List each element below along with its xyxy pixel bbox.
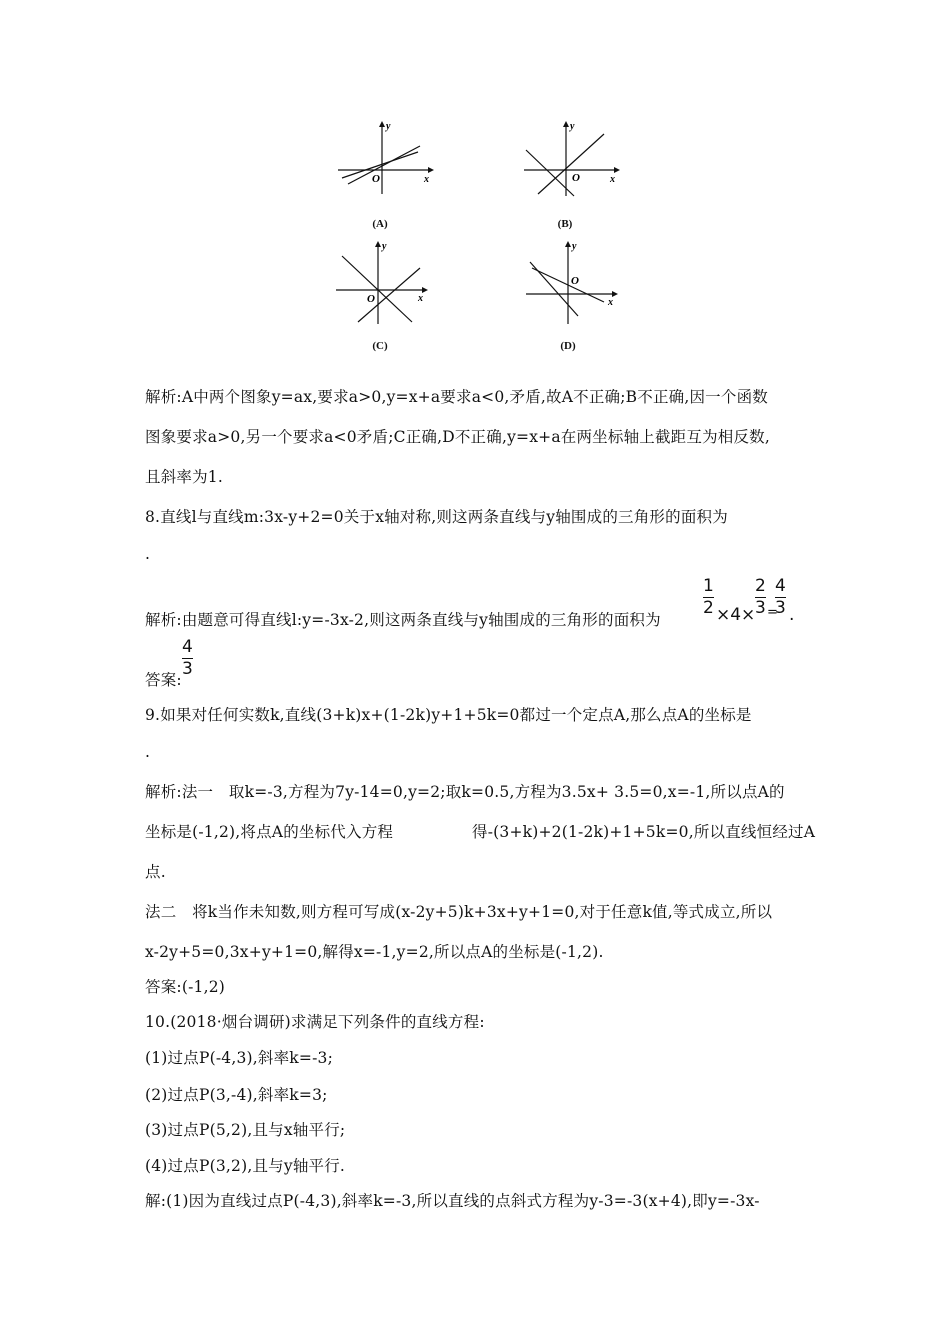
q9-analysis-line-2b: 得-(3+k)+2(1-2k)+1+5k=0,所以直线恒经过A [472, 823, 816, 841]
x-axis-label: x [418, 293, 423, 304]
y-axis-label: y [382, 241, 387, 252]
fraction-numerator: 4 [775, 576, 786, 596]
graph-d [520, 238, 630, 328]
q10-item-3: (3)过点P(5,2),且与x轴平行; [145, 1121, 346, 1139]
graph-d-caption: (D) [560, 340, 576, 352]
q8-answer-label: 答案: [145, 671, 182, 689]
graph-c-plot [330, 238, 440, 328]
q9-analysis-line-2a: 坐标是(-1,2),将点A的坐标代入方程 [145, 823, 394, 841]
y-axis-label: y [570, 121, 575, 132]
fraction-denominator: 3 [182, 659, 193, 679]
graph-a-caption: (A) [372, 218, 388, 230]
graph-a-plot [330, 118, 440, 198]
fraction-four-thirds [775, 577, 786, 618]
fraction-two-thirds [755, 577, 766, 618]
fraction-numerator: 2 [755, 576, 766, 596]
q10-item-1: (1)过点P(-4,3),斜率k=-3; [145, 1049, 333, 1067]
times-four-times: ×4× [716, 605, 756, 625]
q10-item-2: (2)过点P(3,-4),斜率k=3; [145, 1086, 328, 1104]
fraction-numerator: 1 [703, 576, 714, 596]
fraction-denominator: 3 [755, 598, 766, 618]
y-axis-label: y [386, 121, 391, 132]
origin-label: O [572, 172, 580, 184]
x-axis-label: x [424, 174, 429, 185]
origin-label: O [372, 173, 380, 185]
q9-method2-line-1: 法二 将k当作未知数,则方程可写成(x-2y+5)k+3x+y+1=0,对于任意k值,等式成立,所以 [145, 903, 773, 921]
y-axis-label: y [572, 241, 577, 252]
q10-solution-line-1: 解:(1)因为直线过点P(-4,3),斜率k=-3,所以直线的点斜式方程为y-3=-3(x+4),即y=-3x- [145, 1192, 760, 1210]
answer-fraction-four-thirds [182, 638, 193, 679]
x-axis-label: x [610, 174, 615, 185]
graph-b-caption: (B) [557, 218, 573, 230]
fraction-one-half [703, 577, 714, 618]
graph-b [516, 118, 626, 198]
q7-analysis-line-1: 解析:A中两个图象y=ax,要求a>0,y=x+a要求a<0,矛盾,故A不正确;B不正确,因一个函数 [145, 388, 768, 406]
fraction-denominator: 3 [775, 598, 786, 618]
q9-question: 9.如果对任何实数k,直线(3+k)x+(1-2k)y+1+5k=0都过一个定点A,那么点A的坐标是 [145, 706, 752, 724]
period: . [789, 605, 795, 625]
q9-analysis-line-3: 点. [145, 863, 166, 881]
fraction-denominator: 2 [703, 598, 714, 618]
x-axis-label: x [608, 297, 613, 308]
graph-a [330, 118, 440, 198]
q9-analysis-line-1: 解析:法一 取k=-3,方程为7y-14=0,y=2;取k=0.5,方程为3.5x+ 3.5=0,x=-1,所以点A的 [145, 783, 785, 801]
graph-b-plot [516, 118, 626, 198]
fraction-numerator: 4 [182, 637, 193, 657]
graph-c-caption: (C) [372, 340, 388, 352]
q10-question: 10.(2018·烟台调研)求满足下列条件的直线方程: [145, 1013, 485, 1031]
q9-blank: . [145, 743, 151, 761]
origin-label: O [571, 275, 579, 287]
graph-c [330, 238, 440, 328]
q8-blank: . [145, 545, 151, 563]
equals-sign: = [767, 605, 778, 620]
q7-analysis-line-3: 且斜率为1. [145, 468, 223, 486]
q7-analysis-line-2: 图象要求a>0,另一个要求a<0矛盾;C正确,D不正确,y=x+a在两坐标轴上截距互为相反数, [145, 428, 771, 446]
graph-d-plot [520, 238, 630, 328]
q10-item-4: (4)过点P(3,2),且与y轴平行. [145, 1157, 346, 1175]
q9-method2-line-2: x-2y+5=0,3x+y+1=0,解得x=-1,y=2,所以点A的坐标是(-1,2). [145, 943, 604, 961]
q9-answer: 答案:(-1,2) [145, 978, 226, 996]
q8-analysis: 解析:由题意可得直线l:y=-3x-2,则这两条直线与y轴围成的三角形的面积为 [145, 611, 661, 629]
q8-question: 8.直线l与直线m:3x-y+2=0关于x轴对称,则这两条直线与y轴围成的三角形的面积为 [145, 508, 728, 526]
origin-label: O [367, 293, 375, 305]
